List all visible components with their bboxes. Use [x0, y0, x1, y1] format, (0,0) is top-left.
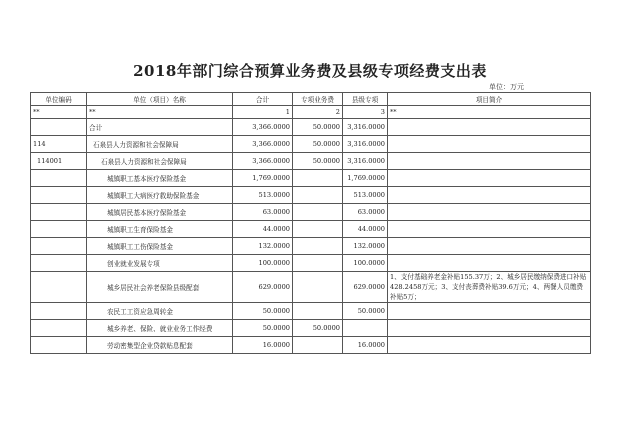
total-cell: 44.0000	[233, 221, 293, 238]
business-fee-cell	[293, 255, 343, 272]
table-row	[31, 170, 591, 187]
unit-code-cell	[31, 170, 87, 187]
description-cell	[388, 320, 591, 337]
col-header-description: 项目简介	[388, 93, 591, 106]
business-fee-cell	[293, 204, 343, 221]
table-row	[31, 320, 591, 337]
business-fee-cell	[293, 187, 343, 204]
item-name-cell: 城镇职工生育保险基金	[87, 221, 233, 238]
total-cell: 1,769.0000	[233, 170, 293, 187]
description-cell	[388, 204, 591, 221]
unit-code-cell: 114001	[31, 153, 87, 170]
business-fee-cell: 50.0000	[293, 136, 343, 153]
description-cell	[388, 170, 591, 187]
index-cell: 1	[233, 106, 293, 119]
header-row	[31, 93, 591, 106]
county-special-cell: 44.0000	[343, 221, 388, 238]
county-special-cell: 3,316.0000	[343, 136, 388, 153]
col-header-code: 单位编码	[31, 93, 87, 106]
unit-code-cell	[31, 221, 87, 238]
business-fee-cell	[293, 272, 343, 303]
business-fee-cell	[293, 303, 343, 320]
unit-code-cell	[31, 255, 87, 272]
table-row	[31, 119, 591, 136]
table-row	[31, 221, 591, 238]
business-fee-cell	[293, 170, 343, 187]
county-special-cell: 50.0000	[343, 303, 388, 320]
business-fee-cell: 50.0000	[293, 153, 343, 170]
county-special-cell: 513.0000	[343, 187, 388, 204]
unit-code-cell: 114	[31, 136, 87, 153]
table-row	[31, 187, 591, 204]
item-name-cell: 城镇职工大病医疗救助保险基金	[87, 187, 233, 204]
description-cell: 1、支付基础养老金补贴155.37万；2、城乡居民缴纳保费进口补贴428.2458万元；3、支付丧葬费补贴39.6万元；4、两餐人员缴费补贴5万；	[388, 272, 591, 303]
description-cell	[388, 187, 591, 204]
item-name-cell: 创业就业发展专项	[87, 255, 233, 272]
page-title: 2018年部门综合预算业务费及县级专项经费支出表	[133, 62, 487, 80]
col-header-business: 专项业务费	[293, 93, 343, 106]
description-cell	[388, 136, 591, 153]
col-header-name: 单位（项目）名称	[87, 93, 233, 106]
index-cell: 2	[293, 106, 343, 119]
unit-code-cell	[31, 204, 87, 221]
unit-code-cell	[31, 119, 87, 136]
total-cell: 16.0000	[233, 337, 293, 354]
total-cell: 100.0000	[233, 255, 293, 272]
table-row	[31, 303, 591, 320]
total-cell: 629.0000	[233, 272, 293, 303]
business-fee-cell: 50.0000	[293, 119, 343, 136]
unit-code-cell	[31, 303, 87, 320]
unit-code-cell	[31, 337, 87, 354]
item-name-cell: 劳动密集型企业贷款贴息配套	[87, 337, 233, 354]
item-name-cell: 石泉县人力资源和社会保障局	[87, 153, 233, 170]
business-fee-cell	[293, 337, 343, 354]
index-cell: **	[388, 106, 591, 119]
business-fee-cell: 50.0000	[293, 320, 343, 337]
county-special-cell: 629.0000	[343, 272, 388, 303]
total-cell: 3,366.0000	[233, 153, 293, 170]
item-name-cell: 城乡居民社会养老保险县级配套	[87, 272, 233, 303]
table-row	[31, 204, 591, 221]
county-special-cell: 132.0000	[343, 238, 388, 255]
business-fee-cell	[293, 221, 343, 238]
business-fee-cell	[293, 238, 343, 255]
unit-code-cell	[31, 187, 87, 204]
county-special-cell: 100.0000	[343, 255, 388, 272]
table-row	[31, 153, 591, 170]
total-cell: 63.0000	[233, 204, 293, 221]
county-special-cell: 1,769.0000	[343, 170, 388, 187]
index-cell: **	[31, 106, 87, 119]
table-row	[31, 337, 591, 354]
item-name-cell: 城镇职工工伤保险基金	[87, 238, 233, 255]
col-header-total: 合计	[233, 93, 293, 106]
description-cell	[388, 153, 591, 170]
county-special-cell: 3,316.0000	[343, 119, 388, 136]
budget-table	[30, 92, 591, 354]
total-cell: 50.0000	[233, 303, 293, 320]
total-cell: 3,366.0000	[233, 136, 293, 153]
unit-label: 单位：万元	[489, 83, 524, 91]
item-name-cell: 农民工工资应急周转金	[87, 303, 233, 320]
total-cell: 513.0000	[233, 187, 293, 204]
table-row	[31, 238, 591, 255]
table-row	[31, 272, 591, 303]
item-name-cell: 城镇居民基本医疗保险基金	[87, 204, 233, 221]
description-cell	[388, 119, 591, 136]
total-cell: 3,366.0000	[233, 119, 293, 136]
description-cell	[388, 221, 591, 238]
county-special-cell: 3,316.0000	[343, 153, 388, 170]
county-special-cell: 16.0000	[343, 337, 388, 354]
index-cell: 3	[343, 106, 388, 119]
description-cell	[388, 255, 591, 272]
description-cell	[388, 303, 591, 320]
item-name-cell: 石泉县人力资源和社会保障局	[87, 136, 233, 153]
total-cell: 132.0000	[233, 238, 293, 255]
col-header-county: 县级专项	[343, 93, 388, 106]
index-cell: **	[87, 106, 233, 119]
total-cell: 50.0000	[233, 320, 293, 337]
unit-code-cell	[31, 272, 87, 303]
index-row	[31, 106, 591, 119]
table-row	[31, 136, 591, 153]
item-name-cell: 城乡养老、保险、就业业务工作经费	[87, 320, 233, 337]
item-name-cell: 城镇职工基本医疗保险基金	[87, 170, 233, 187]
unit-code-cell	[31, 320, 87, 337]
county-special-cell	[343, 320, 388, 337]
county-special-cell: 63.0000	[343, 204, 388, 221]
unit-code-cell	[31, 238, 87, 255]
description-cell	[388, 238, 591, 255]
description-cell	[388, 337, 591, 354]
table-row	[31, 255, 591, 272]
item-name-cell: 合计	[87, 119, 233, 136]
